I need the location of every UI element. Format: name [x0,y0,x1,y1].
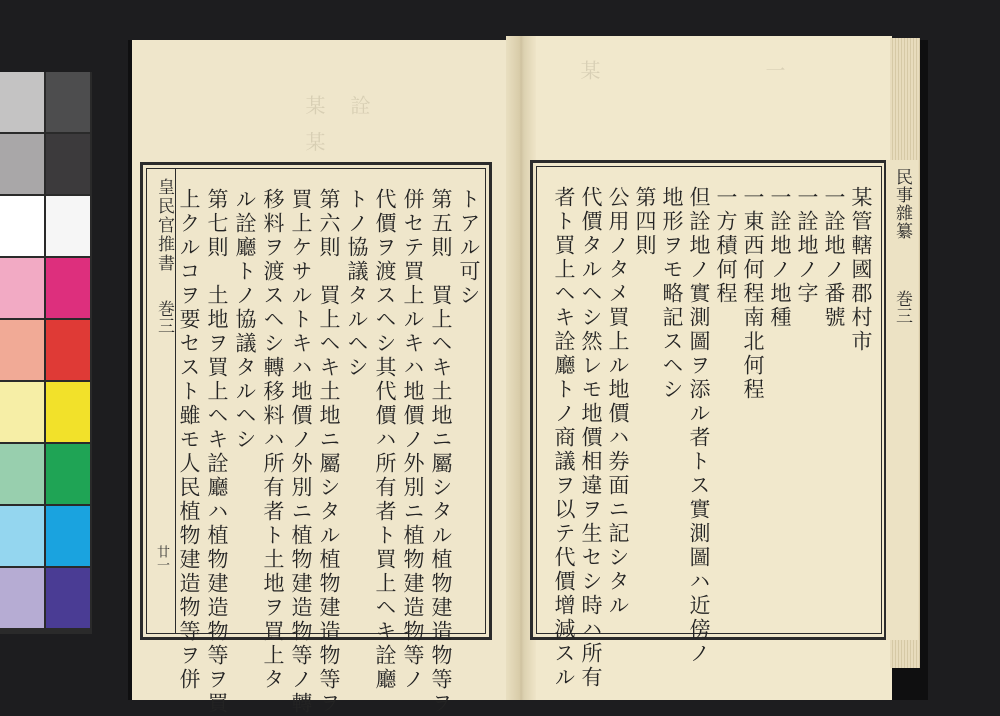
text-column: トノ協議タルヘシ [345,188,369,380]
text-column: 地形ヲモ略記スヘシ [660,186,684,402]
text-column: 代價ヲ渡スヘシ其代價ハ所有者ト買上ヘキ詮廳 [373,188,397,692]
text-column: 但詮地ノ實測圖ヲ添ル者トス實測圖ハ近傍ノ [687,186,711,666]
checker-patch [46,320,90,380]
right-margin-title: 民事雜纂 [892,168,912,240]
text-column: 第七則 土地ヲ買上ヘキ詮廳ハ植物建造物等ヲ買 [205,188,229,716]
left-margin-title: 皇民官推書 [154,178,174,273]
checker-patch [0,382,44,442]
checker-patch [46,134,90,194]
checker-patch [46,196,90,256]
bleed-through-left: 某 某 [302,95,326,157]
text-column: 第六則 買上ヘキ土地ニ屬シタル植物建造物等ヲ [317,188,341,716]
text-column: トアル可シ [457,188,481,308]
checker-patch [46,444,90,504]
checker-patch [0,320,44,380]
checker-patch [0,444,44,504]
checker-patch [46,506,90,566]
bleed-through-left-2: 詮 [347,95,371,120]
text-column: ル詮廳トノ協議タルヘシ [233,188,257,452]
bleed-through-right: 某 [577,60,601,85]
checker-patch [46,568,90,628]
checker-patch [46,382,90,442]
text-column: 一方積何程 [714,186,738,306]
text-column: 一東西何程南北何程 [741,186,765,402]
text-column: 代價タルヘシ然レモ地價相違ヲ生セシ時ハ所有 [579,186,603,690]
text-column: 公用ノタメ買上ル地價ハ券面ニ記シタル [606,186,630,618]
text-column: 併セテ買上ルキハ地價ノ外別ニ植物建造物等ノ [401,188,425,692]
checker-patch [0,258,44,318]
checker-patch [46,72,90,132]
text-column: 第五則 買上ヘキ土地ニ屬シタル植物建造物等ヲ [429,188,453,716]
checker-patch [0,134,44,194]
bleed-through-right-2: 一 [762,60,786,85]
text-column: 第四則 [633,186,657,258]
checker-patch [0,568,44,628]
checker-patch [0,72,44,132]
text-column: 上クルコヲ要セスト雖モ人民植物建造物等ヲ併 [177,188,201,692]
text-column: 買上ケサルトキハ地價ノ外別ニ植物建造物等ノ轉 [289,188,313,716]
color-checker-strip [0,72,92,634]
checker-patch [46,258,90,318]
text-column: 一詮地ノ番號 [822,186,846,330]
text-column: 一詮地ノ字 [795,186,819,306]
text-column: 某管轄國郡村市 [849,186,873,354]
checker-patch [0,196,44,256]
right-margin-volume: 巻三 [892,290,912,324]
left-margin-volume: 巻三 [154,300,174,334]
text-column: 移料ヲ渡スヘシ轉移料ハ所有者ト土地ヲ買上タ [261,188,285,692]
text-column: 一詮地ノ地種 [768,186,792,330]
text-column: 者ト買上ヘキ詮廳トノ商議ヲ以テ代價增減スル [552,186,576,690]
left-page-number: 廿一 [154,545,169,571]
checker-patch [0,506,44,566]
